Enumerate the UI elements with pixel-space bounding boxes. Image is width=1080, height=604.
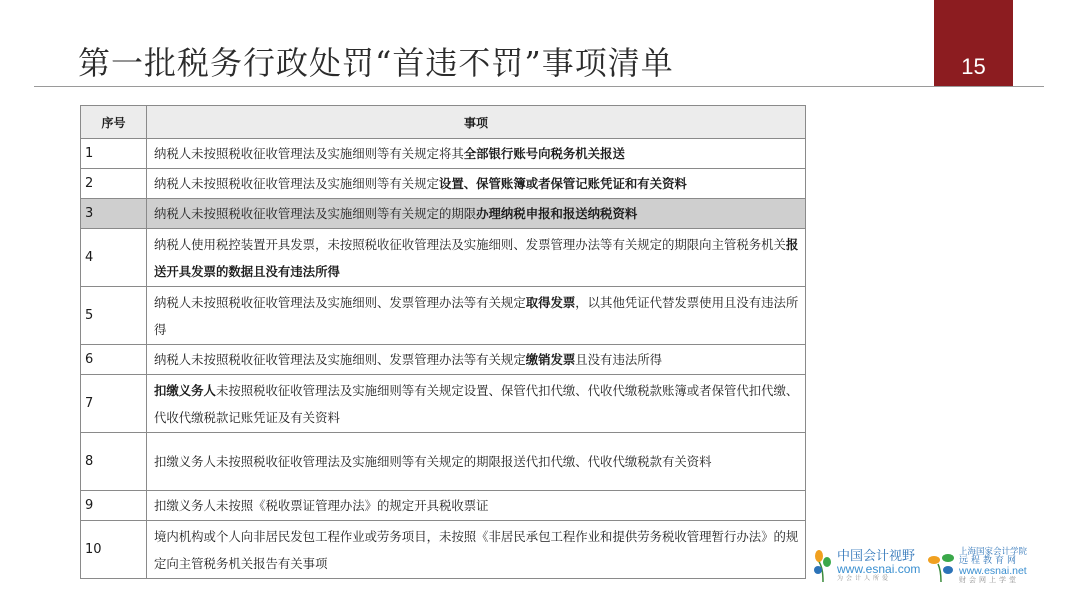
row-number: 2 [81,169,147,199]
row-description: 纳税人未按照税收征收管理法及实施细则、发票管理办法等有关规定缴销发票且没有违法所得 [147,345,806,375]
penalty-items-table [80,105,806,579]
leaf-icon [812,548,834,584]
row-description: 纳税人使用税控装置开具发票，未按照税收征收管理法及实施细则、发票管理办法等有关规定的期限向主管税务机关报送开具发票的数据且没有违法所得 [147,229,806,287]
row-description: 纳税人未按照税收征收管理法及实施细则等有关规定的期限办理纳税申报和报送纳税资料 [147,199,806,229]
title-divider [34,86,1044,87]
leaf-icon [926,548,956,584]
row-number: 7 [81,375,147,433]
row-number: 1 [81,139,147,169]
table-header-row [81,106,806,139]
snai-net-logo[interactable] [926,548,1027,585]
table-row [81,375,806,433]
row-number: 9 [81,491,147,521]
row-number: 10 [81,521,147,579]
row-description: 纳税人未按照税收征收管理法及实施细则、发票管理办法等有关规定取得发票，以其他凭证代替发票使用且没有违法所得 [147,287,806,345]
table-row [81,491,806,521]
table-row [81,287,806,345]
row-description: 扣缴义务人未按照《税收票证管理办法》的规定开具税收票证 [147,491,806,521]
table-row [81,169,806,199]
logo-subtitle: 远程教育网 [959,555,1020,566]
table-row [81,433,806,491]
header-number: 序号 [81,106,147,139]
logo-tagline: 为会计人所爱 [837,574,892,582]
row-description: 纳税人未按照税收征收管理法及实施细则等有关规定将其全部银行账号向税务机关报送 [147,139,806,169]
table-row [81,139,806,169]
esnai-com-logo[interactable] [812,548,920,584]
table-row-highlighted [81,199,806,229]
logo-url: www.esnai.com [837,562,921,577]
row-number: 5 [81,287,147,345]
row-description: 扣缴义务人未按照税收征收管理法及实施细则等有关规定的期限报送代扣代缴、代收代缴税款有关资料 [147,433,806,491]
row-number: 8 [81,433,147,491]
logo-name: 上海国家会计学院 [959,547,1028,557]
header-item: 事项 [147,106,806,139]
table-row [81,345,806,375]
table-row [81,521,806,579]
row-description: 纳税人未按照税收征收管理法及实施细则等有关规定设置、保管账簿或者保管记账凭证和有关资料 [147,169,806,199]
row-description: 扣缴义务人未按照税收征收管理法及实施细则等有关规定设置、保管代扣代缴、代收代缴税款账簿或者保管代扣代缴、代收代缴税款记账凭证及有关资料 [147,375,806,433]
row-description: 境内机构或个人向非居民发包工程作业或劳务项目，未按照《非居民承包工程作业和提供劳务税收管理暂行办法》的规定向主管税务机关报告有关事项 [147,521,806,579]
logo-name: 中国会计视野 [837,548,916,564]
row-number: 3 [81,199,147,229]
row-number: 6 [81,345,147,375]
page-number: 15 [961,54,986,79]
page-number-badge [934,0,1013,86]
table-row [81,229,806,287]
row-number: 4 [81,229,147,287]
logo-url: www.esnai.net [959,565,1027,578]
slide-title: 第一批税务行政处罚“首违不罚”事项清单 [78,44,674,82]
logo-tagline: 财会网上学堂 [959,576,1019,585]
